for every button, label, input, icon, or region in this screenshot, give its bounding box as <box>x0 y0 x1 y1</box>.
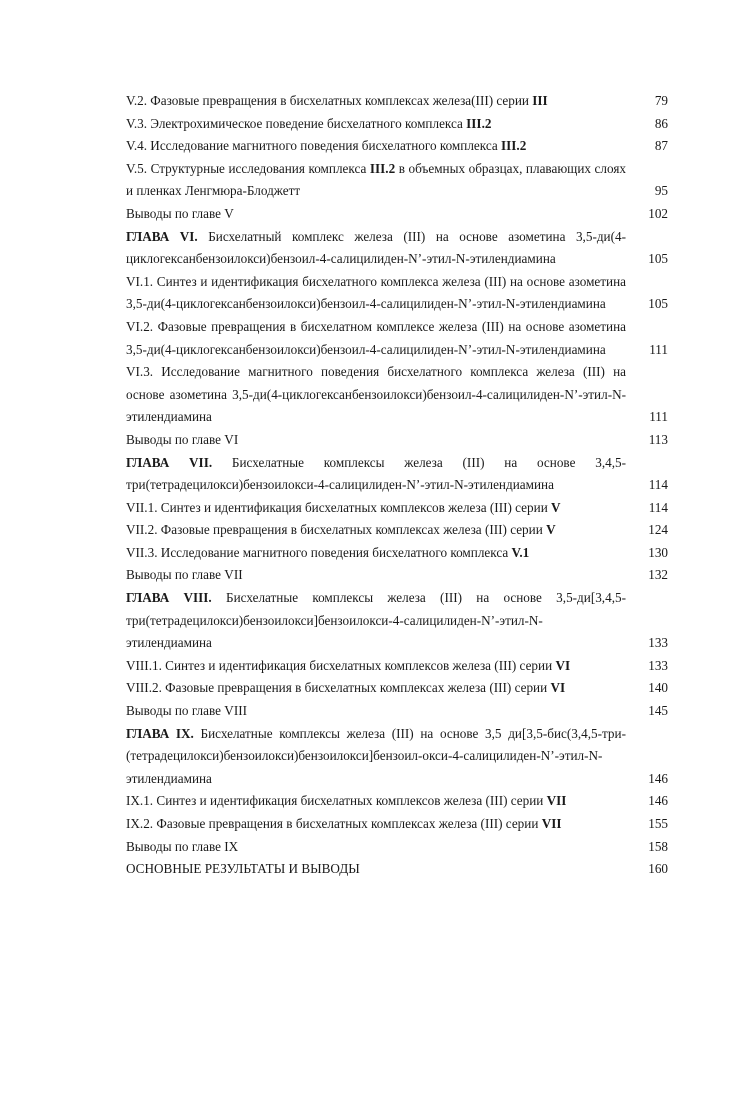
toc-entry <box>126 858 668 881</box>
toc-entry <box>126 700 668 723</box>
toc-entry <box>126 113 668 136</box>
toc-entry-title: ОСНОВНЫЕ РЕЗУЛЬТАТЫ И ВЫВОДЫ <box>126 861 360 877</box>
toc-entry <box>126 813 668 836</box>
toc-page-number: 155 <box>648 816 668 831</box>
toc-page-number: 105 <box>648 296 668 312</box>
toc-entry <box>126 203 668 226</box>
toc-page-number: 146 <box>648 793 668 809</box>
toc-page-number: 111 <box>649 341 668 357</box>
toc-entry <box>126 135 668 158</box>
toc-page-number: 146 <box>648 770 668 786</box>
toc-entry <box>126 519 668 542</box>
toc-entry-title: VIII.2. Фазовые превращения в бисхелатных комплексах железа (III) серии VI <box>126 680 566 696</box>
table-of-contents <box>126 90 668 881</box>
toc-entry-title: ГЛАВА VII. Бисхелатные комплексы железа (III) на основе 3,4,5-три(тетрадецилокси)бензоилокси-4-салицилиден-N’-этил-N-этилендиамина <box>126 454 626 493</box>
toc-entry <box>126 158 668 203</box>
toc-entry <box>126 836 668 859</box>
toc-entry-title: ГЛАВА VI. Бисхелатный комплекс железа (III) на основе азометина 3,5-ди(4-циклогексанбензоилокси)бензоил-4-салицилиден-N’-этил-N-этилендиамина <box>126 228 626 267</box>
toc-entry-title: IX.1. Синтез и идентификация бисхелатных комплексов железа (III) серии VII <box>126 793 567 809</box>
toc-entry <box>126 655 668 678</box>
toc-entry-title: Выводы по главе VII <box>126 567 243 583</box>
toc-entry <box>126 542 668 565</box>
toc-entry-title: VI.1. Синтез и идентификация бисхелатного комплекса железа (III) на основе азометина 3,5-ди(4-циклогексанбензоилокси)бензоил-4-салицилиден-N’-этил-N-этилендиамина <box>126 273 626 312</box>
toc-page-number: 113 <box>648 431 668 447</box>
toc-chapter-entry <box>126 587 668 655</box>
toc-entry-title: VI.2. Фазовые превращения в бисхелатном комплексе железа (III) на основе азометина 3,5-ди(4-циклогексанбензоилокси)бензоил-4-салицилиден-N’-этил-N-этилендиамина <box>126 318 626 357</box>
toc-page-number: 158 <box>648 838 668 854</box>
toc-entry-title: Выводы по главе VIII <box>126 703 247 719</box>
toc-entry-title: V.5. Структурные исследования комплекса III.2 в объемных образцах, плавающих слоях и пленках Ленгмюра-Блоджетт <box>126 160 626 199</box>
toc-page-number: 105 <box>648 251 668 267</box>
toc-page-number: 160 <box>648 861 668 877</box>
toc-entry <box>126 316 668 361</box>
toc-page-number: 102 <box>648 205 668 221</box>
toc-page-number: 114 <box>648 477 668 493</box>
toc-page-number: 132 <box>648 567 668 583</box>
toc-page-number: 114 <box>648 499 668 515</box>
toc-entry-title: ГЛАВА IX. Бисхелатные комплексы железа (III) на основе 3,5 ди[3,5-бис(3,4,5-три-(тетрадецилокси)бензоилокси)бензоилокси]бензоил-окси-4-салицилиден-N’-этил-N-этилендиамина <box>126 725 626 786</box>
toc-entry-title: VIII.1. Синтез и идентификация бисхелатных комплексов железа (III) серии VI <box>126 657 571 673</box>
toc-page-number: 95 <box>654 183 668 199</box>
toc-entry <box>126 497 668 520</box>
toc-entry-title: Выводы по главе VI <box>126 431 239 447</box>
toc-page-number: 133 <box>648 657 668 673</box>
toc-page-number: 130 <box>648 544 668 560</box>
toc-entry <box>126 429 668 452</box>
toc-entry-title: VII.1. Синтез и идентификация бисхелатных комплексов железа (III) серии V <box>126 499 561 515</box>
toc-page-number: 86 <box>654 115 668 131</box>
toc-entry-title: VI.3. Исследование магнитного поведения бисхелатного комплекса железа (III) на основе азометина 3,5-ди(4-циклогексанбензоилокси)бензоил-4-салицилиден-N’-этил-N-этилендиамина <box>126 364 626 425</box>
toc-chapter-entry <box>126 226 668 271</box>
toc-entry <box>126 271 668 316</box>
toc-entry <box>126 90 668 113</box>
toc-entry-title: V.3. Электрохимическое поведение бисхелатного комплекса III.2 <box>126 115 492 131</box>
toc-entry-title: V.4. Исследование магнитного поведения бисхелатного комплекса III.2 <box>126 138 527 154</box>
toc-page-number: 133 <box>648 635 668 651</box>
toc-page-number: 79 <box>654 93 668 108</box>
toc-entry-title: VII.3. Исследование магнитного поведения бисхелатного комплекса V.1 <box>126 544 530 560</box>
toc-chapter-entry <box>126 723 668 791</box>
toc-entry-title: Выводы по главе V <box>126 205 234 221</box>
toc-entry <box>126 677 668 700</box>
toc-page-number: 140 <box>648 680 668 696</box>
toc-entry <box>126 790 668 813</box>
toc-entry-title: IX.2. Фазовые превращения в бисхелатных комплексах железа (III) серии VII <box>126 816 562 831</box>
toc-chapter-entry <box>126 452 668 497</box>
toc-page-number: 124 <box>648 522 668 538</box>
toc-entry-title: V.2. Фазовые превращения в бисхелатных комплексах железа(III) серии III <box>126 93 548 108</box>
toc-entry-title: VII.2. Фазовые превращения в бисхелатных комплексах железа (III) серии V <box>126 522 556 538</box>
toc-page-number: 145 <box>648 703 668 719</box>
toc-entry <box>126 361 668 429</box>
toc-entry-title: Выводы по главе IX <box>126 838 239 854</box>
toc-entry-title: ГЛАВА VIII. Бисхелатные комплексы железа (III) на основе 3,5-ди[3,4,5-три(тетрадецилокси)бензоилокси]бензоилокси-4-салицилиден-N’-этил-N-этилендиамина <box>126 590 626 651</box>
toc-page-number: 87 <box>654 138 668 154</box>
toc-entry <box>126 564 668 587</box>
toc-page-number: 111 <box>649 409 668 425</box>
